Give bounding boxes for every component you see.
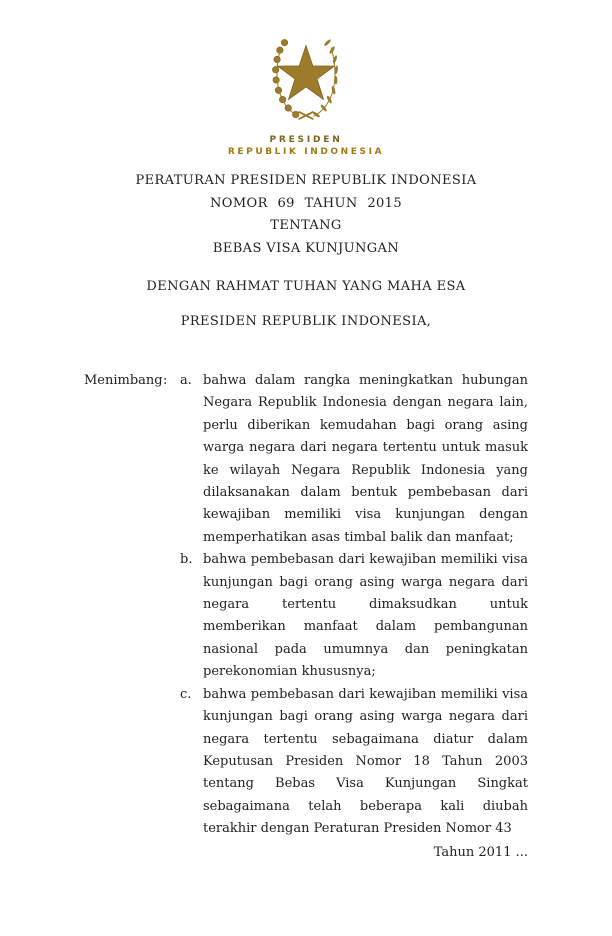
considering-item-b — [180, 549, 528, 683]
considering-block — [84, 370, 528, 841]
item-marker-b: b. — [180, 552, 193, 568]
considering-item-a — [180, 370, 528, 549]
catchword: Tahun 2011 ... — [433, 844, 528, 860]
considering-colon: : — [163, 373, 168, 388]
considering-item-c — [180, 684, 528, 841]
wreath-base — [299, 112, 314, 119]
item-text-a: bahwa dalam rangka meningkatkan hubungan Negara Republik Indonesia dengan negara lain, perlu diberikan kemudahan bagi orang asing warga negara dari negara tertentu untuk masuk ke wilayah Negara Republik Indonesia yang dilaksanakan dalam bentuk pembebasan dari kewajiban memiliki visa kunjungan dengan memperhatikan asas timbal balik dan manfaat; — [203, 373, 528, 545]
item-marker-c: c. — [180, 686, 192, 702]
letterhead — [0, 0, 612, 157]
invocation-line: DENGAN RAHMAT TUHAN YANG MAHA ESA — [146, 279, 466, 294]
regulation-number-line: NOMOR 69 TAHUN 2015 — [209, 195, 403, 211]
item-marker-a: a. — [180, 373, 192, 388]
regulation-subject-line: BEBAS VISA KUNJUNGAN — [212, 240, 400, 256]
considering-label: Menimbang — [84, 373, 163, 388]
regulation-title-line: PERATURAN PRESIDEN REPUBLIK INDONESIA — [135, 173, 477, 188]
letterhead-presiden: PRESIDEN — [269, 135, 343, 145]
title-block — [0, 170, 612, 260]
presidential-star-wreath-emblem — [250, 30, 362, 130]
regulation-tentang-line: TENTANG — [270, 218, 342, 233]
considering-items — [180, 370, 528, 841]
addressee-line: PRESIDEN REPUBLIK INDONESIA, — [180, 314, 432, 329]
letterhead-republik-indonesia: REPUBLIK INDONESIA — [227, 147, 385, 157]
star-icon — [278, 45, 335, 99]
item-text-c: bahwa pembebasan dari kewajiban memiliki visa kunjungan bagi orang asing warga negara dari negara tertentu sebagaimana diatur dalam Keputusan Presiden Nomor 18 Tahun 2003 tentang Bebas Visa Kunjungan Singkat sebagaimana telah beberapa kali diubah terakhir dengan Peraturan Presiden Nomor 43 — [203, 686, 528, 837]
item-text-b: bahwa pembebasan dari kewajiban memiliki visa kunjungan bagi orang asing warga negara dari negara tertentu dimaksudkan untuk memberikan manfaat dalam pembangunan nasional pada umumnya dan peningkatan perekonomian khususnya; — [203, 552, 528, 680]
